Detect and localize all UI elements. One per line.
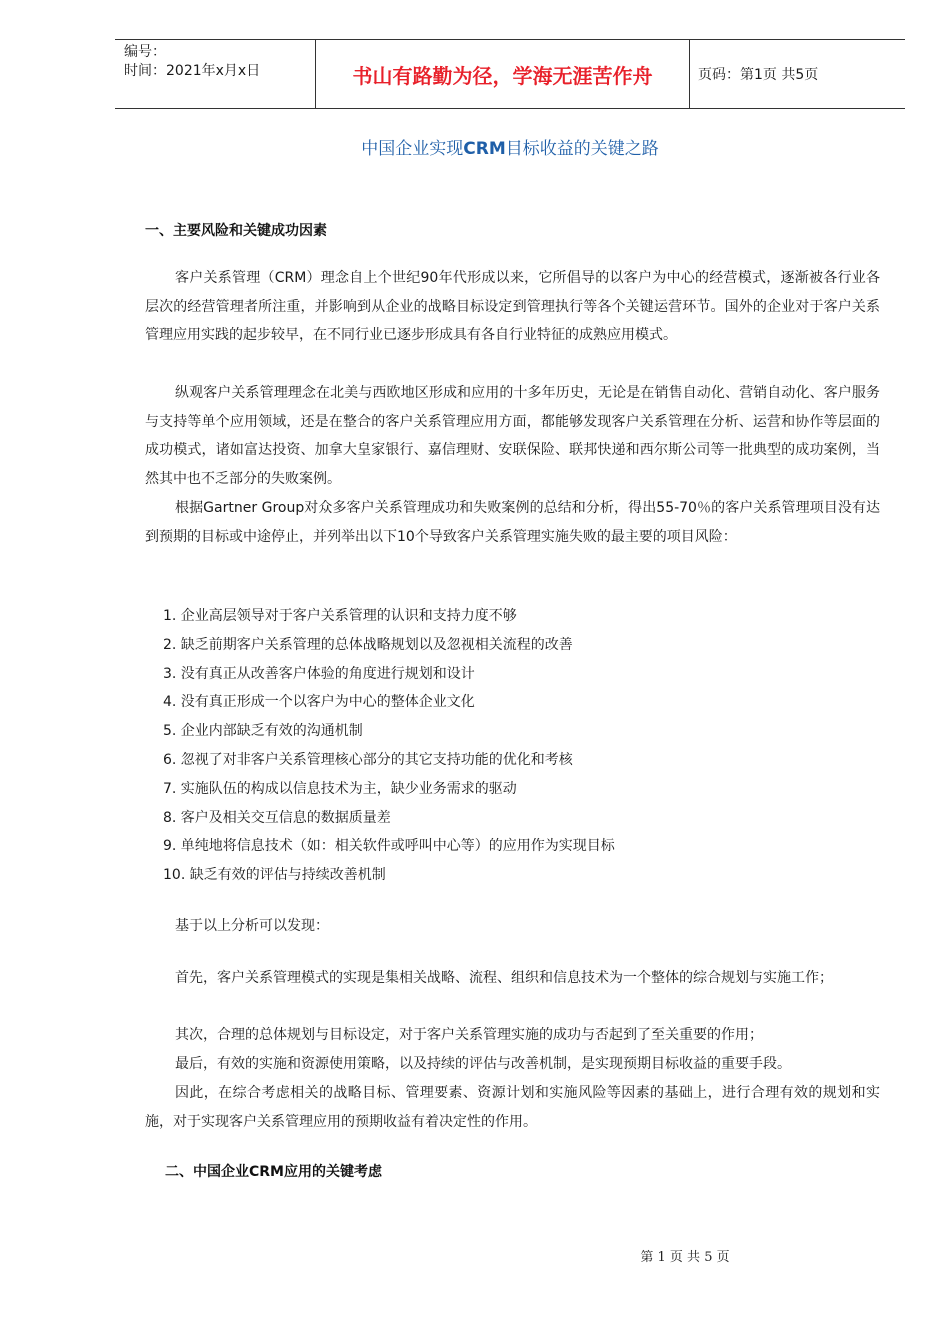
list-item: 9. 单纯地将信息技术（如：相关软件或呼叫中心等）的应用作为实现目标 bbox=[163, 838, 615, 855]
time-label: 时间：2021年x月x日 bbox=[124, 63, 261, 79]
risk-list bbox=[163, 602, 615, 890]
list-item: 6. 忽视了对非客户关系管理核心部分的其它支持功能的优化和考核 bbox=[163, 751, 573, 768]
title-bold: CRM bbox=[463, 139, 506, 159]
header-motto-cell bbox=[316, 40, 690, 108]
analysis-intro: 基于以上分析可以发现： bbox=[175, 918, 329, 934]
title-prefix: 中国企业实现 bbox=[361, 139, 464, 159]
header-motto: 书山有路勤为径，学海无涯苦作舟 bbox=[352, 63, 653, 88]
list-item: 1. 企业高层领导对于客户关系管理的认识和支持力度不够 bbox=[163, 608, 517, 624]
page-footer: 第 1 页 共 5 页 bbox=[640, 1250, 730, 1265]
page-header bbox=[115, 39, 905, 109]
header-page-cell bbox=[690, 40, 905, 108]
list-item: 10. 缺乏有效的评估与持续改善机制 bbox=[163, 867, 386, 884]
section1-heading: 一、主要风险和关键成功因素 bbox=[145, 223, 327, 239]
list-item: 2. 缺乏前期客户关系管理的总体战略规划以及忽视相关流程的改善 bbox=[163, 636, 573, 653]
serial-number-label: 编号： bbox=[124, 44, 166, 60]
title-suffix: 目标收益的关键之路 bbox=[505, 139, 659, 159]
list-item: 4. 没有真正形成一个以客户为中心的整体企业文化 bbox=[163, 694, 475, 711]
list-item: 8. 客户及相关交互信息的数据质量差 bbox=[163, 809, 391, 826]
conclusion-paragraph: 因此，在综合考虑相关的战略目标、管理要素、资源计划和实施风险等因素的基础上，进行合理有效的规划和实施，对于实现客户关系管理应用的预期收益有着决定性的作用。 bbox=[145, 1085, 880, 1130]
finding-3: 最后，有效的实施和资源使用策略，以及持续的评估与改善机制，是实现预期目标收益的重要手段。 bbox=[175, 1056, 791, 1072]
section1-paragraph-1: 客户关系管理（CRM）理念自上个世纪90年代形成以来，它所倡导的以客户为中心的经营模式，逐渐被各行业各层次的经营管理者所注重，并影响到从企业的战略目标设定到管理执行等各个关键运营环节。国外的企业对于客户关系管理应用实践的起步较早，在不同行业已逐步形成具有各自行业特征的成熟应用模式。 bbox=[145, 270, 880, 344]
list-item: 3. 没有真正从改善客户体验的角度进行规划和设计 bbox=[163, 665, 475, 682]
finding-1: 首先，客户关系管理模式的实现是集相关战略、流程、组织和信息技术为一个整体的综合规划与实施工作； bbox=[175, 970, 833, 986]
list-item: 5. 企业内部缺乏有效的沟通机制 bbox=[163, 723, 363, 740]
section2-heading: 二、中国企业CRM应用的关键考虑 bbox=[165, 1164, 382, 1180]
finding-2: 其次，合理的总体规划与目标设定，对于客户关系管理实施的成功与否起到了至关重要的作用； bbox=[175, 1027, 763, 1043]
section1-paragraph-3: 根据Gartner Group对众多客户关系管理成功和失败案例的总结和分析，得出55-70％的客户关系管理项目没有达到预期的目标或中途停止，并列举出以下10个导致客户关系管理实施失败的最主要的项目风险： bbox=[145, 500, 880, 545]
document-title bbox=[0, 134, 950, 159]
header-meta-cell bbox=[115, 40, 316, 108]
header-page-info: 页码：第1页 共5页 bbox=[698, 67, 819, 83]
list-item: 7. 实施队伍的构成以信息技术为主，缺少业务需求的驱动 bbox=[163, 780, 517, 797]
section1-paragraph-2: 纵观客户关系管理理念在北美与西欧地区形成和应用的十多年历史，无论是在销售自动化、营销自动化、客户服务与支持等单个应用领域，还是在整合的客户关系管理应用方面，都能够发现客户关系管理在分析、运营和协作等层面的成功模式，诸如富达投资、加拿大皇家银行、嘉信理财、安联保险、联邦快递和西尔斯公司等一批典型的成功案例，当然其中也不乏部分的失败案例。 bbox=[145, 385, 880, 487]
